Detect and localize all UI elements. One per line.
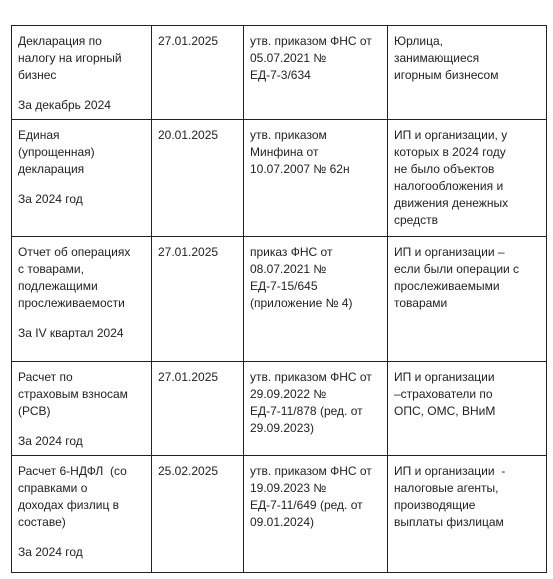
table-row xyxy=(12,26,547,120)
legal-basis-cell xyxy=(244,456,388,573)
legal-basis-line: (приложение № 4) xyxy=(250,296,353,310)
report-name-line: доходах физлиц в xyxy=(18,498,120,512)
table-row xyxy=(12,237,547,362)
legal-basis-line: утв. приказом ФНС от xyxy=(250,370,372,384)
report-name-cell xyxy=(12,456,152,573)
report-name-line: (упрощенная) xyxy=(18,145,95,159)
report-name-line: Единая xyxy=(18,128,60,142)
payers-line: которых в 2024 году xyxy=(394,145,506,159)
report-name-line: прослеживаемости xyxy=(18,296,125,310)
deadline-date: 27.01.2025 xyxy=(158,370,219,384)
legal-basis-cell xyxy=(244,26,388,120)
legal-basis-line: утв. приказом xyxy=(250,128,327,142)
payers-line: производящие xyxy=(394,498,476,512)
payers-line: движения денежных xyxy=(394,196,509,210)
report-name-line: подлежащими xyxy=(18,279,98,293)
payers-line: прослеживаемыми xyxy=(394,279,500,293)
payers-line: товарами xyxy=(394,296,448,310)
payers-cell xyxy=(388,120,547,237)
report-name-line: справками о xyxy=(18,481,88,495)
legal-basis-line: приказ ФНС от xyxy=(250,245,333,259)
legal-basis-line: ЕД-7-3/634 xyxy=(250,68,311,82)
report-name-cell xyxy=(12,120,152,237)
report-name-line: страховым взносам xyxy=(18,387,128,401)
table-row xyxy=(12,120,547,237)
report-name-line: налогу на игорный xyxy=(18,51,122,65)
report-name-line: Расчет 6-НДФЛ (со xyxy=(18,464,127,478)
legal-basis-line: ЕД-7-11/878 (ред. от xyxy=(250,404,363,418)
legal-basis-line: ЕД-7-15/645 xyxy=(250,279,318,293)
table-row xyxy=(12,362,547,456)
report-name-line: с товарами, xyxy=(18,262,84,276)
report-name-line: декларация xyxy=(18,162,85,176)
report-period: За 2024 год xyxy=(18,545,83,559)
legal-basis-line: утв. приказом ФНС от xyxy=(250,34,372,48)
payers-line: Юрлица, xyxy=(394,34,443,48)
payers-line: занимающиеся xyxy=(394,51,480,65)
legal-basis-line: 29.09.2023) xyxy=(250,421,315,435)
deadline-date: 27.01.2025 xyxy=(158,34,219,48)
legal-basis-line: 09.01.2024) xyxy=(250,515,315,529)
payers-cell xyxy=(388,237,547,362)
report-period: За IV квартал 2024 xyxy=(18,326,124,340)
report-name-line: (РСВ) xyxy=(18,404,51,418)
legal-basis-line: 10.07.2007 № 62н xyxy=(250,162,350,176)
legal-basis-line: Минфина от xyxy=(250,145,319,159)
legal-basis-line: ЕД-7-11/649 (ред. от xyxy=(250,498,363,512)
payers-line: налоговые агенты, xyxy=(394,481,499,495)
report-name-line: Расчет по xyxy=(18,370,73,384)
deadline-date: 27.01.2025 xyxy=(158,245,219,259)
payers-line: игорным бизнесом xyxy=(394,68,499,82)
payers-line: если были операции с xyxy=(394,262,520,276)
legal-basis-line: 19.09.2023 № xyxy=(250,481,327,495)
legal-basis-line: 08.07.2021 № xyxy=(250,262,327,276)
table-row xyxy=(12,456,547,573)
report-name-line: составе) xyxy=(18,515,66,529)
legal-basis-cell xyxy=(244,362,388,456)
report-name-cell xyxy=(12,26,152,120)
payers-line: –страхователи по xyxy=(394,387,493,401)
payers-line: не было объектов xyxy=(394,162,495,176)
report-period: За декабрь 2024 xyxy=(18,98,111,112)
reporting-deadlines-table xyxy=(11,25,547,573)
legal-basis-line: 29.09.2022 № xyxy=(250,387,327,401)
payers-line: ИП и организации – xyxy=(394,245,505,259)
payers-line: налогообложения и xyxy=(394,179,504,193)
legal-basis-line: утв. приказом ФНС от xyxy=(250,464,372,478)
payers-cell xyxy=(388,456,547,573)
legal-basis-cell xyxy=(244,237,388,362)
payers-cell xyxy=(388,26,547,120)
payers-line: ОПС, ОМС, ВНиМ xyxy=(394,404,496,418)
deadline-date: 25.02.2025 xyxy=(158,464,219,478)
payers-line: выплаты физлицам xyxy=(394,515,504,529)
report-period: За 2024 год xyxy=(18,434,83,448)
deadline-date: 20.01.2025 xyxy=(158,128,219,142)
payers-line: ИП и организации, у xyxy=(394,128,508,142)
deadline-cell xyxy=(152,456,244,573)
deadline-cell xyxy=(152,26,244,120)
payers-line: ИП и организации - xyxy=(394,464,506,478)
payers-line: ИП и организации xyxy=(394,370,495,384)
report-name-line: бизнес xyxy=(18,68,57,82)
report-period: За 2024 год xyxy=(18,192,83,206)
deadline-cell xyxy=(152,362,244,456)
report-name-line: Отчет об операциях xyxy=(18,245,131,259)
report-name-line: Декларация по xyxy=(18,34,102,48)
legal-basis-cell xyxy=(244,120,388,237)
report-name-cell xyxy=(12,237,152,362)
payers-cell xyxy=(388,362,547,456)
report-name-cell xyxy=(12,362,152,456)
deadline-cell xyxy=(152,237,244,362)
legal-basis-line: 05.07.2021 № xyxy=(250,51,327,65)
deadline-cell xyxy=(152,120,244,237)
payers-line: средств xyxy=(394,213,438,227)
